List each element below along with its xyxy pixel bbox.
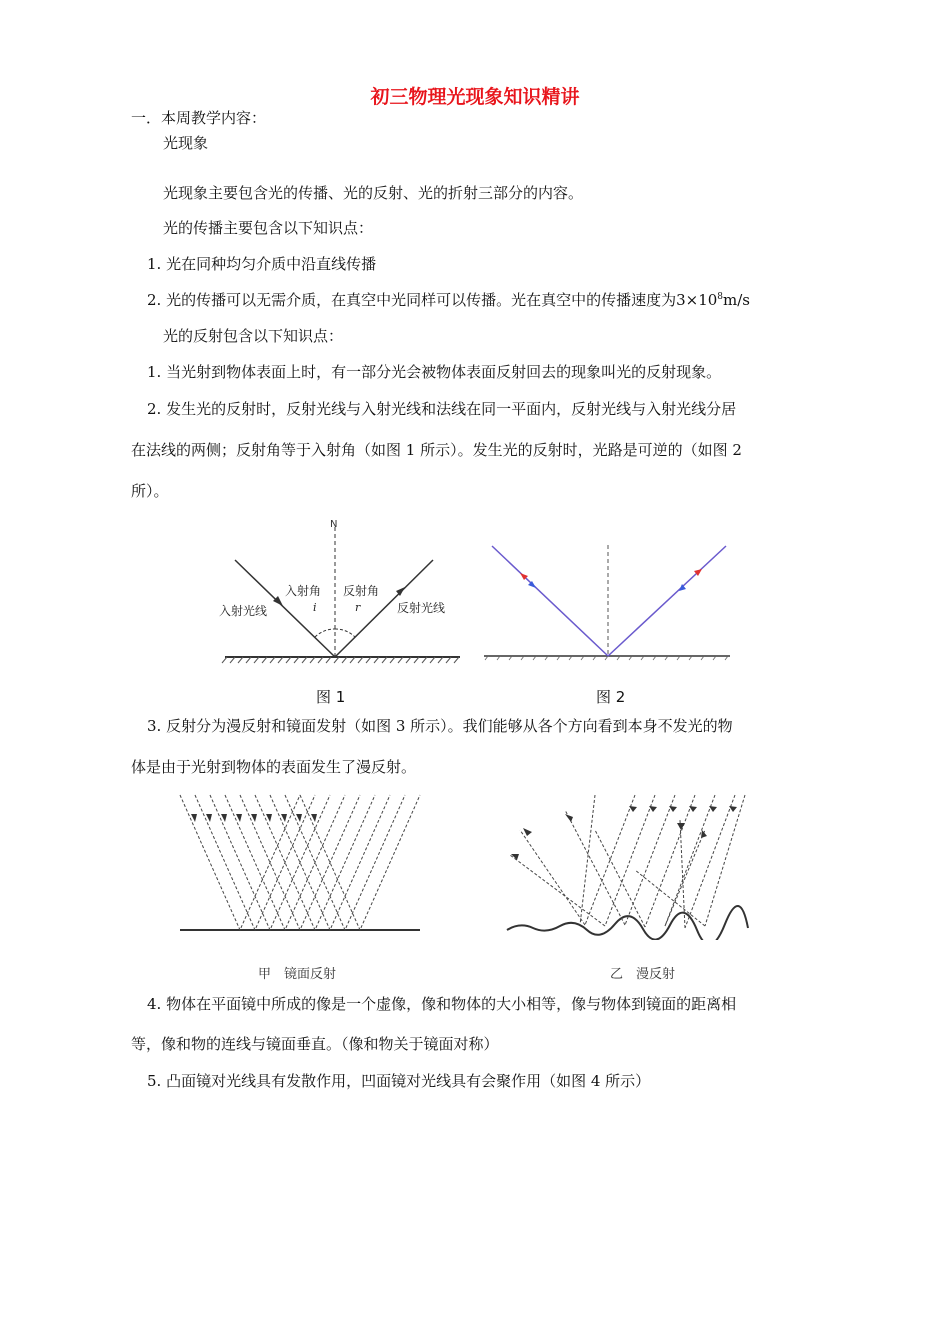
propagation-point-2 <box>147 290 750 310</box>
propagation-point-2-text: 2. 光的传播可以无需介质，在真空中光同样可以传播。光在真空中的传播速度为3×10 <box>147 291 718 309</box>
fig1-incident-angle-label: 入射角 <box>285 584 322 598</box>
fig1-normal-label: N <box>330 519 338 530</box>
figure-3-diffuse-caption: 乙 漫反射 <box>610 967 676 982</box>
figure-3-diffuse-reflection <box>505 790 750 940</box>
fig3b-arrows <box>511 806 737 860</box>
reflection-point-2-line-2: 在法线的两侧；反射角等于入射角（如图 1 所示）。发生光的反射时，光路是可逆的（如图 2 <box>131 441 742 459</box>
fig1-angle-i-arc <box>315 629 335 637</box>
fig2-right-ray <box>608 546 726 656</box>
fig1-reflect-ray-label: 反射光线 <box>397 601 446 615</box>
figure-1-caption: 图 1 <box>316 688 346 706</box>
section-heading: 一．本周教学内容： <box>131 109 267 127</box>
figure-2-caption: 图 2 <box>596 688 626 706</box>
figure-2-diagram <box>480 540 735 670</box>
reflection-point-3-line-1: 3. 反射分为漫反射和镜面发射（如图 3 所示）。我们能够从各个方向看到本身不发光的物 <box>147 717 733 735</box>
fig1-reflect-angle-label: 反射角 <box>343 584 380 598</box>
fig3b-rays <box>510 795 745 928</box>
reflection-intro: 光的反射包含以下知识点： <box>163 327 344 345</box>
fig1-incident-ray-label: 入射光线 <box>219 604 268 618</box>
intro-paragraph: 光现象主要包含光的传播、光的反射、光的折射三部分的内容。 <box>163 184 584 202</box>
reflection-point-5: 5. 凸面镜对光线具有发散作用，凹面镜对光线具有会聚作用（如图 4 所示） <box>147 1072 651 1090</box>
fig1-i-label: i <box>313 601 317 614</box>
reflection-point-3-line-2: 体是由于光射到物体的表面发生了漫反射。 <box>131 758 417 776</box>
propagation-point-1: 1. 光在同种均匀介质中沿直线传播 <box>147 255 377 273</box>
fig3b-rough-surface <box>507 906 748 940</box>
fig1-angle-r-arc <box>335 629 355 637</box>
reflection-point-4-line-1: 4. 物体在平面镜中所成的像是一个虚像，像和物体的大小相等，像与物体到镜面的距离相 <box>147 995 737 1013</box>
fig3a-arrows <box>191 814 317 822</box>
propagation-point-2-exponent: 8 <box>717 292 724 302</box>
propagation-point-2-unit: m/s <box>723 291 751 309</box>
reflection-point-4-line-2: 等，像和物的连线与镜面垂直。（像和物关于镜面对称） <box>131 1035 499 1053</box>
section-topic: 光现象 <box>163 134 209 152</box>
figure-3-mirror-caption: 甲 镜面反射 <box>258 967 337 982</box>
figure-3-mirror-reflection <box>175 790 425 940</box>
reflection-point-2-line-1: 2. 发生光的反射时，反射光线与入射光线和法线在同一平面内，反射光线与入射光线分居 <box>147 400 737 418</box>
figure-1-diagram <box>215 515 465 670</box>
propagation-intro: 光的传播主要包含以下知识点： <box>163 219 374 237</box>
reflection-point-1: 1. 当光射到物体表面上时，有一部分光会被物体表面反射回去的现象叫光的反射现象。 <box>147 363 722 381</box>
fig1-r-label: r <box>355 601 361 614</box>
reflection-point-2-line-3: 所）。 <box>131 482 169 500</box>
fig2-left-ray <box>492 546 608 656</box>
page-title: 初三物理光现象知识精讲 <box>370 86 580 108</box>
